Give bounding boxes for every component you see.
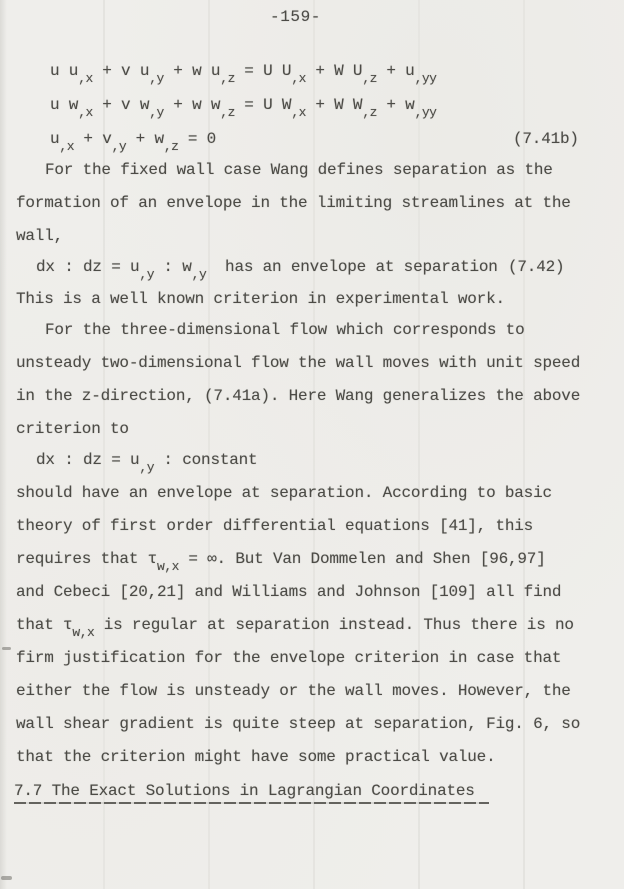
page-number: -159-: [270, 8, 322, 26]
paragraph-1-line-5: [16, 289, 505, 309]
text-segment: + w w: [163, 96, 221, 114]
text-segment: u u: [50, 62, 79, 80]
text-segment: formation of an envelope in the limiting streamlines at the: [16, 194, 571, 212]
text-segment: u: [50, 130, 60, 148]
text-segment: = ∞. But Van Dommelen and Shen [96,97]: [178, 550, 546, 568]
subscript: ,y: [191, 267, 207, 282]
subscript: ,y: [139, 460, 155, 475]
paragraph-3-line-4: [16, 582, 561, 602]
text-segment: unsteady two-dimensional flow the wall moves with unit speed: [16, 354, 581, 372]
subscript: ,y: [149, 105, 164, 120]
text-segment: criterion to: [16, 420, 129, 438]
equation-tag-741b: [513, 129, 579, 149]
subscript: ,yy: [414, 105, 437, 120]
scan-artifact: [2, 647, 11, 650]
paragraph-2-line-4: [16, 419, 129, 439]
text-segment: : constant: [154, 451, 258, 469]
equation-742: [36, 257, 498, 282]
paragraph-2-line-3: [16, 386, 580, 406]
equation-741-line3: [50, 129, 217, 154]
text-segment: and Cebeci [20,21] and Williams and Johnson [109] all find: [16, 583, 562, 601]
text-segment: + v w: [92, 96, 150, 114]
scan-edge-shade: [0, 0, 7, 889]
text-segment: For the fixed wall case Wang defines separation as the: [45, 161, 553, 179]
paragraph-1-line-2: [16, 193, 571, 213]
text-segment: firm justification for the envelope criterion in case that: [16, 649, 562, 667]
subscript: ,yy: [414, 71, 437, 86]
scan-artifact: [1, 876, 12, 880]
subscript: ,x: [291, 71, 306, 86]
paragraph-2-line-2: [16, 353, 580, 373]
text-segment: = U W: [234, 96, 292, 114]
text-segment: : w: [154, 258, 192, 276]
text-segment: = U U: [234, 62, 292, 80]
text-segment: dx : dz = u: [36, 451, 140, 469]
text-segment: For the three-dimensional flow which corresponds to: [45, 321, 525, 339]
text-segment: dx : dz = u: [36, 258, 140, 276]
equation-741-line2: [50, 95, 437, 120]
text-segment: + v u: [92, 62, 150, 80]
text-segment: (7.42): [508, 258, 565, 276]
subscript: ,z: [220, 71, 235, 86]
paragraph-2-line-1: [45, 320, 524, 340]
subscript: ,z: [362, 105, 377, 120]
subscript: ,z: [163, 139, 179, 154]
subscript: ,x: [291, 105, 306, 120]
text-segment: 7.7 The Exact Solutions in Lagrangian Coordinates: [14, 782, 475, 800]
text-segment: + W W: [305, 96, 363, 114]
text-segment: that τ: [16, 616, 73, 634]
text-segment: either the flow is unsteady or the wall moves. However, the: [16, 682, 571, 700]
text-segment: theory of first order differential equations [41], this: [16, 517, 534, 535]
paragraph-3-line-9: [16, 747, 495, 767]
text-segment: + v: [74, 130, 112, 148]
subscript: ,y: [149, 71, 164, 86]
section-heading: [14, 781, 489, 804]
paragraph-3-line-6: [16, 648, 561, 668]
text-segment: + w: [376, 96, 415, 114]
subscript: ,x: [78, 105, 93, 120]
equation-741-line1: [50, 61, 437, 86]
paragraph-3-line-2: [16, 516, 533, 536]
subscript: ,x: [78, 71, 93, 86]
subscript: w,x: [72, 625, 95, 640]
paragraph-3-line-5: [16, 615, 574, 640]
text-segment: is regular at separation instead. Thus there is no: [94, 616, 574, 634]
text-segment: that the criterion might have some practical value.: [16, 748, 496, 766]
text-segment: This is a well known criterion in experimental work.: [16, 290, 505, 308]
subscript: ,x: [59, 139, 75, 154]
subscript: ,y: [139, 267, 155, 282]
text-segment: + w: [126, 130, 164, 148]
equation-tag-742: [508, 257, 564, 277]
paragraph-3-line-8: [16, 714, 580, 734]
subscript: ,z: [362, 71, 377, 86]
text-segment: + w u: [163, 62, 221, 80]
text-segment: = 0: [178, 130, 217, 148]
paragraph-3-line-1: [16, 483, 552, 503]
text-segment: u w: [50, 96, 79, 114]
text-segment: wall shear gradient is quite steep at separation, Fig. 6, so: [16, 715, 581, 733]
subscript: w,x: [157, 559, 179, 574]
text-segment: in the z-direction, (7.41a). Here Wang generalizes the above: [16, 387, 581, 405]
paragraph-1-line-1: [45, 160, 553, 180]
text-segment: + W U: [305, 62, 363, 80]
text-segment: wall,: [16, 227, 64, 245]
text-segment: requires that τ: [16, 550, 158, 568]
text-segment: + u: [376, 62, 415, 80]
subscript: ,z: [220, 105, 235, 120]
text-segment: has an envelope at separation: [206, 258, 498, 276]
paragraph-1-line-3: [16, 226, 63, 246]
equation-criterion: [36, 450, 258, 475]
text-segment: should have an envelope at separation. According to basic: [16, 484, 552, 502]
text-segment: (7.41b): [513, 130, 579, 148]
subscript: ,y: [111, 139, 127, 154]
paragraph-3-line-3: [16, 549, 546, 574]
paragraph-3-line-7: [16, 681, 571, 701]
